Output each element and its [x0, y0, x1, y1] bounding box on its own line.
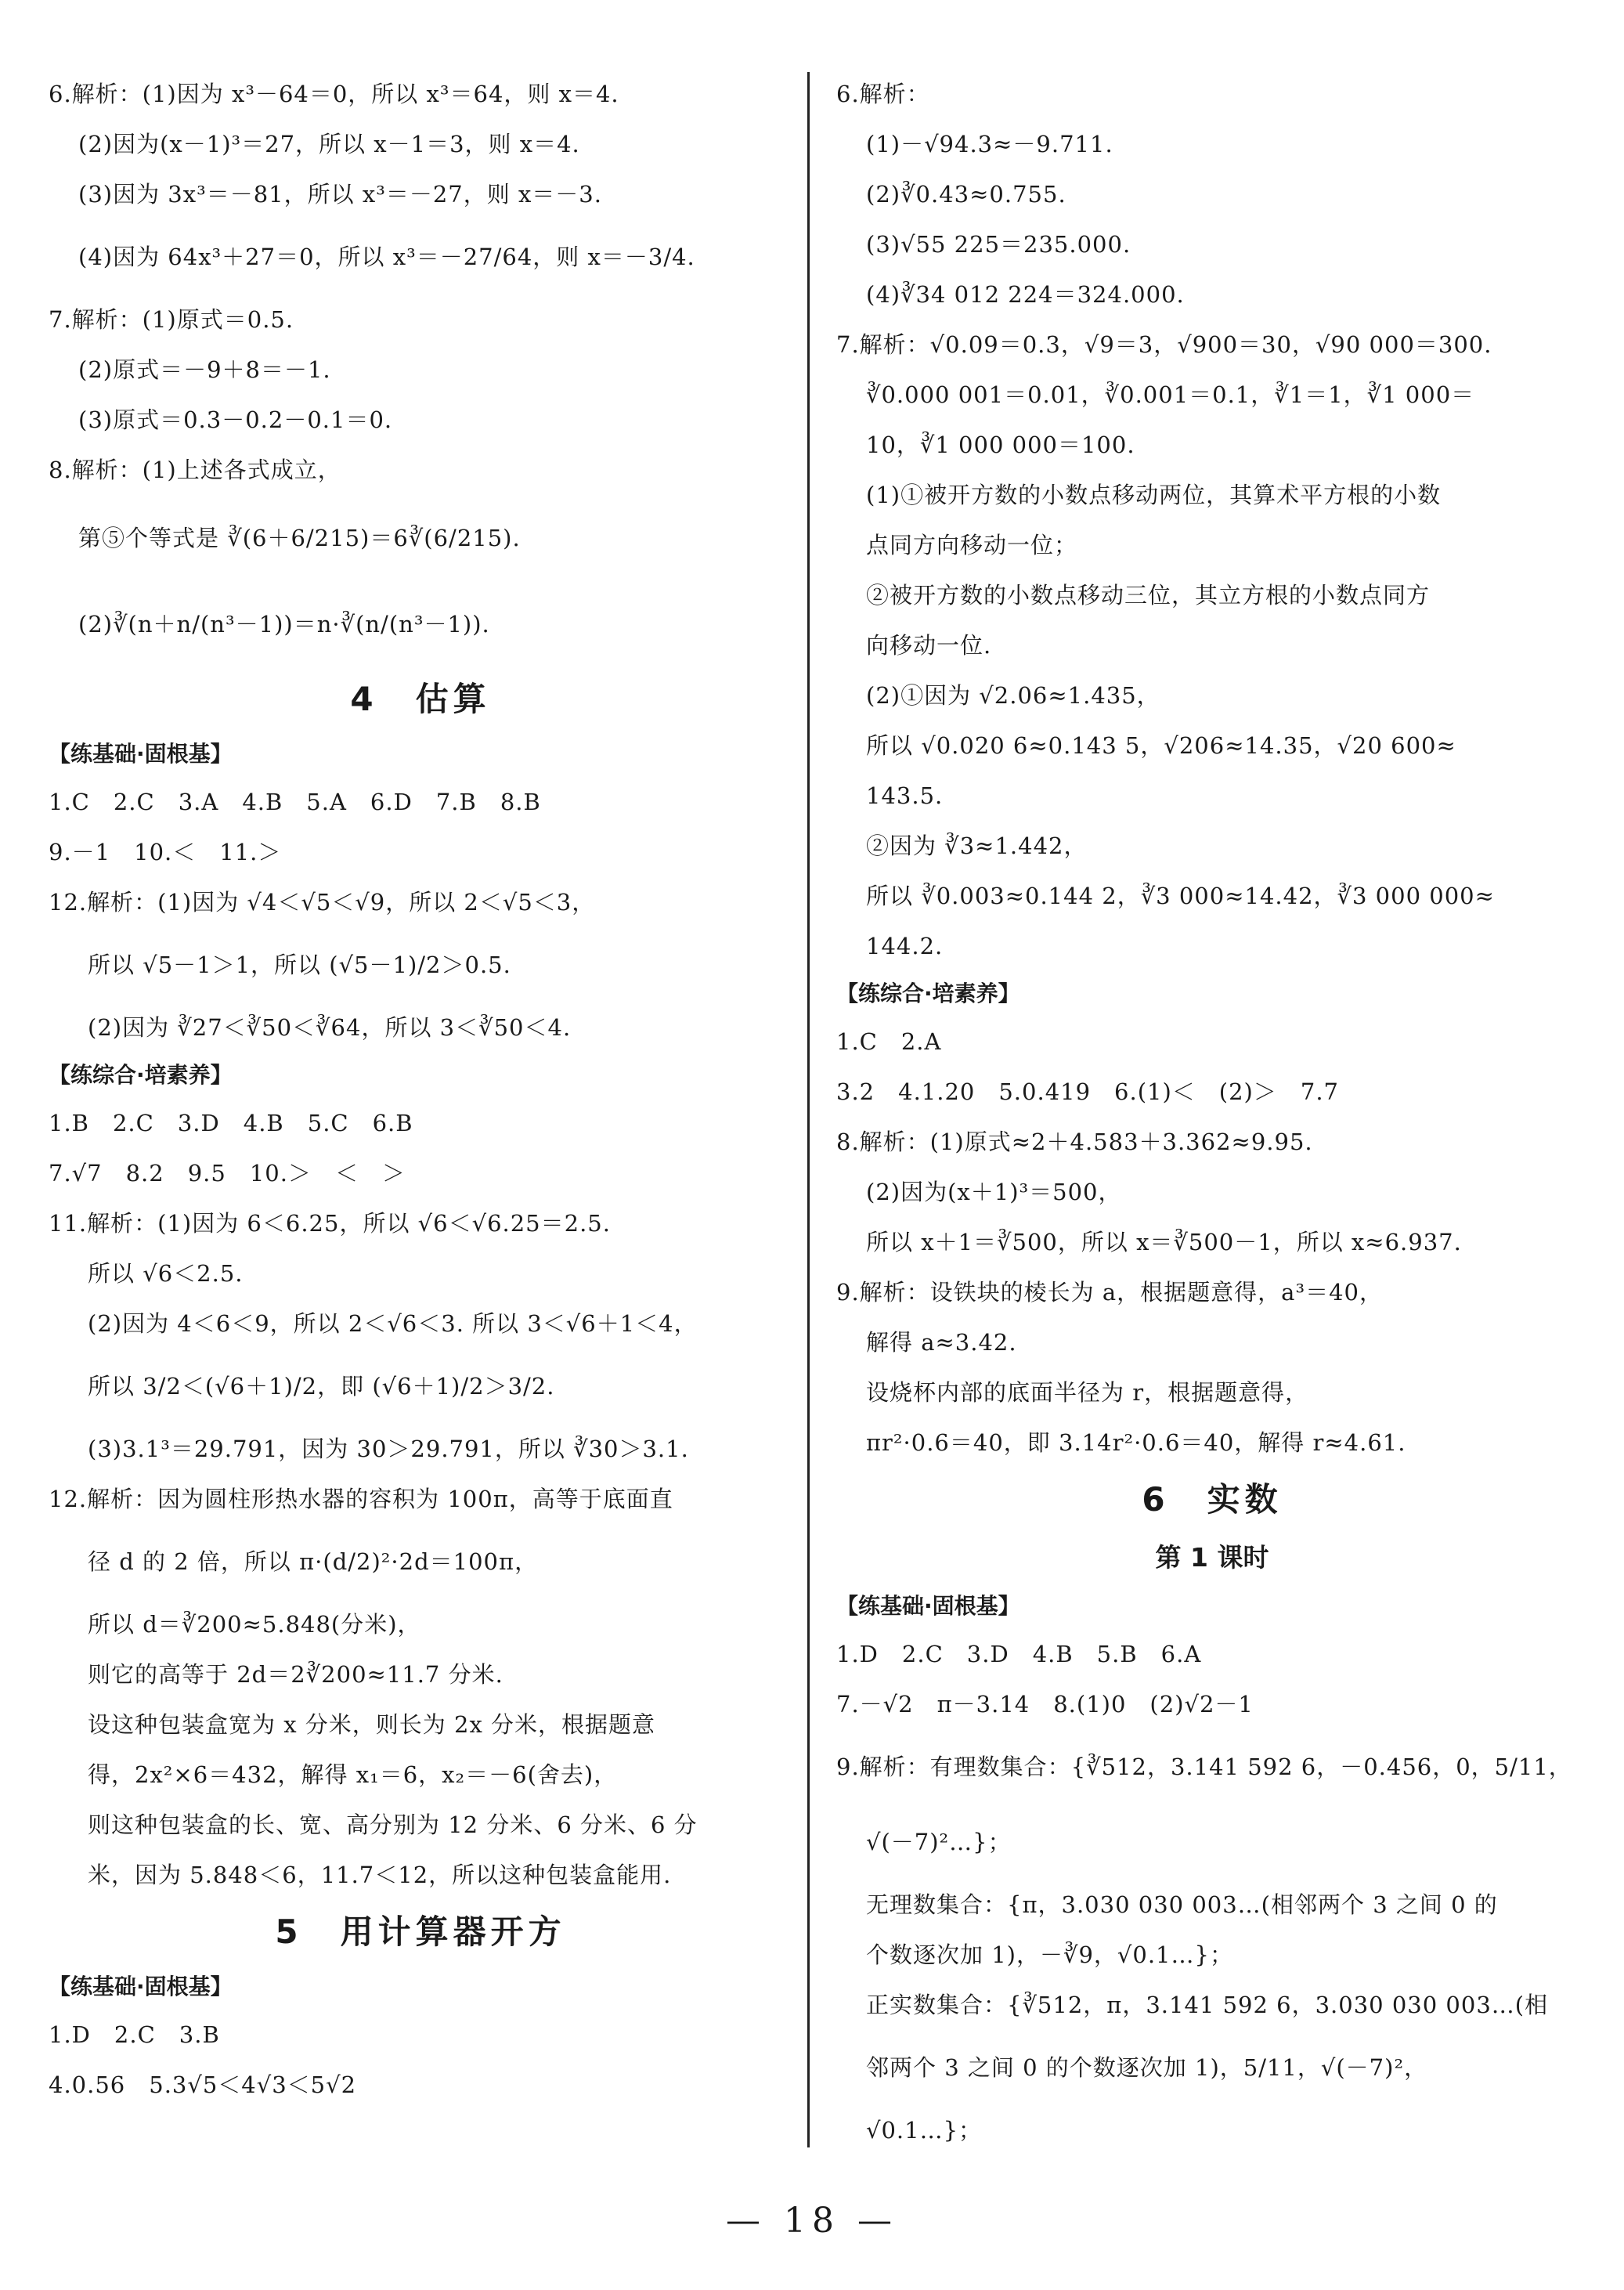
- answer-line: 12.解析：因为圆柱形热水器的容积为 100π，高等于底面直: [49, 1486, 673, 1512]
- subsection-title: 第 1 课时: [1155, 1542, 1269, 1573]
- exercise-tag: 【练基础·固根基】: [49, 1974, 233, 1999]
- answer-line: (2)①因为 √2.06≈1.435，: [866, 682, 1160, 709]
- answer-line: 1.C 2.A: [836, 1028, 942, 1055]
- answer-line: 点同方向移动一位；: [866, 532, 1078, 558]
- answer-line: 9.－1 10.＜ 11.＞: [49, 839, 282, 865]
- page-number: — 18 —: [726, 2201, 898, 2241]
- exercise-tag: 【练基础·固根基】: [836, 1593, 1020, 1619]
- answer-line: 所以 x＋1＝∛500，所以 x＝∛500－1，所以 x≈6.937.: [866, 1229, 1462, 1255]
- answer-line: 所以 √6＜2.5.: [88, 1260, 244, 1287]
- answer-line: 7.解析：√0.09＝0.3，√9＝3，√900＝30，√90 000＝300.: [836, 331, 1492, 358]
- answer-line: 则这种包装盒的长、宽、高分别为 12 分米、6 分米、6 分: [88, 1811, 698, 1838]
- answer-line: 6.解析：(1)因为 x³－64＝0，所以 x³＝64，则 x＝4.: [49, 81, 619, 107]
- section-title: 4 估算: [350, 680, 491, 718]
- answer-line: 设这种包装盒宽为 x 分米，则长为 2x 分米，根据题意: [88, 1711, 656, 1738]
- answer-line: 3.2 4.1.20 5.0.419 6.(1)＜ (2)＞ 7.7: [836, 1078, 1339, 1105]
- answer-line: 10，∛1 000 000＝100.: [866, 432, 1135, 458]
- answer-line: (2)∛0.43≈0.755.: [866, 181, 1066, 208]
- left-column: [49, 69, 792, 2110]
- answer-line: 径 d 的 2 倍，所以 π·(d/2)²·2d＝100π，: [88, 1548, 539, 1575]
- answer-line: 所以 √5－1＞1，所以 (√5－1)/2＞0.5.: [88, 952, 511, 978]
- answer-line: 得，2x²×6＝432，解得 x₁＝6，x₂＝－6(舍去)，: [88, 1761, 618, 1788]
- column-divider: [807, 72, 810, 2147]
- answer-line: √(－7)²…}；: [866, 1829, 1012, 1855]
- answer-line: 7.－√2 π－3.14 8.(1)0 (2)√2－1: [836, 1691, 1254, 1718]
- answer-line: 8.解析：(1)原式≈2＋4.583＋3.362≈9.95.: [836, 1129, 1313, 1155]
- answer-line: 所以 d＝∛200≈5.848(分米)，: [88, 1611, 421, 1638]
- answer-line: (4)因为 64x³＋27＝0，所以 x³＝－27/64，则 x＝－3/4.: [78, 244, 695, 270]
- answer-line: 144.2.: [866, 933, 944, 959]
- answer-line: (3)√55 225＝235.000.: [866, 231, 1131, 258]
- answer-line: πr²·0.6＝40，即 3.14r²·0.6＝40，解得 r≈4.61.: [866, 1429, 1406, 1456]
- answer-line: (3)3.1³＝29.791，因为 30＞29.791，所以 ∛30＞3.1.: [88, 1436, 689, 1462]
- answer-line: (4)∛34 012 224＝324.000.: [866, 281, 1185, 308]
- answer-line: 12.解析：(1)因为 √4＜√5＜√9，所以 2＜√5＜3，: [49, 889, 596, 916]
- section-title: 5 用计算器开方: [275, 1913, 566, 1951]
- answer-line: 1.C 2.C 3.A 4.B 5.A 6.D 7.B 8.B: [49, 789, 541, 815]
- answer-line: 所以 3/2＜(√6＋1)/2，即 (√6＋1)/2＞3/2.: [88, 1373, 555, 1400]
- answer-line: 向移动一位.: [866, 632, 992, 659]
- answer-line: ②被开方数的小数点移动三位，其立方根的小数点同方: [866, 582, 1431, 609]
- answer-line: 米，因为 5.848＜6，11.7＜12，所以这种包装盒能用.: [88, 1862, 672, 1888]
- answer-line: (2)∛(n＋n/(n³－1))＝n·∛(n/(n³－1)).: [78, 611, 490, 638]
- answer-line: (2)因为(x＋1)³＝500，: [866, 1179, 1122, 1205]
- answer-line: (3)因为 3x³＝－81，所以 x³＝－27，则 x＝－3.: [78, 181, 602, 208]
- answer-line: 1.D 2.C 3.D 4.B 5.B 6.A: [836, 1641, 1202, 1667]
- answer-line: 第⑤个等式是 ∛(6＋6/215)＝6∛(6/215).: [78, 525, 521, 551]
- section-title: 6 实数: [1142, 1480, 1283, 1519]
- answer-line: 邻两个 3 之间 0 的个数逐次加 1)，5/11，√(－7)²，: [866, 2054, 1428, 2081]
- answer-line: 143.5.: [866, 782, 944, 809]
- answer-line: ∛0.000 001＝0.01，∛0.001＝0.1，∛1＝1，∛1 000＝: [866, 381, 1475, 408]
- answer-line: 7.解析：(1)原式＝0.5.: [49, 306, 294, 333]
- answer-line: 正实数集合：{∛512，π，3.141 592 6，3.030 030 003…(相: [866, 1992, 1549, 2018]
- answer-line: 4.0.56 5.3√5＜4√3＜5√2: [49, 2071, 357, 2098]
- answer-line: 1.B 2.C 3.D 4.B 5.C 6.B: [49, 1110, 413, 1136]
- answer-line: 解得 a≈3.42.: [866, 1329, 1017, 1356]
- answer-line: 7.√7 8.2 9.5 10.＞ ＜ ＞: [49, 1160, 406, 1187]
- answer-line: 11.解析：(1)因为 6＜6.25，所以 √6＜√6.25＝2.5.: [49, 1210, 611, 1237]
- answer-line: 1.D 2.C 3.B: [49, 2021, 220, 2048]
- answer-line: (2)因为 ∛27＜∛50＜∛64，所以 3＜∛50＜4.: [88, 1014, 572, 1041]
- answer-line: 8.解析：(1)上述各式成立，: [49, 457, 341, 483]
- exercise-tag: 【练综合·培素养】: [836, 981, 1020, 1006]
- answer-line: 则它的高等于 2d＝2∛200≈11.7 分米.: [88, 1661, 503, 1688]
- answer-line: 所以 √0.020 6≈0.143 5，√206≈14.35，√20 600≈: [866, 732, 1456, 759]
- exercise-tag: 【练基础·固根基】: [49, 741, 233, 767]
- exercise-tag: 【练综合·培素养】: [49, 1062, 233, 1088]
- answer-line: (2)因为 4＜6＜9，所以 2＜√6＜3. 所以 3＜√6＋1＜4，: [88, 1310, 698, 1337]
- answer-line: 9.解析：有理数集合：{∛512，3.141 592 6，－0.456，0，5/11，: [836, 1754, 1572, 1780]
- answer-line: 无理数集合：{π，3.030 030 003…(相邻两个 3 之间 0 的: [866, 1891, 1498, 1918]
- answer-line: (1)－√94.3≈－9.711.: [866, 131, 1113, 157]
- answer-line: 6.解析：: [836, 81, 930, 107]
- answer-line: 个数逐次加 1)，－∛9，√0.1…}；: [866, 1941, 1233, 1968]
- answer-line: (3)原式＝0.3－0.2－0.1＝0.: [78, 406, 393, 433]
- answer-line: (2)因为(x－1)³＝27，所以 x－1＝3，则 x＝4.: [78, 131, 580, 157]
- answer-line: (1)①被开方数的小数点移动两位，其算术平方根的小数: [866, 482, 1442, 508]
- answer-line: √0.1…}；: [866, 2117, 983, 2144]
- answer-line: 设烧杯内部的底面半径为 r，根据题意得，: [866, 1379, 1309, 1406]
- answer-line: (2)原式＝－9＋8＝－1.: [78, 356, 331, 383]
- right-column: [836, 69, 1588, 2155]
- answer-line: 9.解析：设铁块的棱长为 a，根据题意得，a³＝40，: [836, 1279, 1383, 1306]
- answer-line: ②因为 ∛3≈1.442，: [866, 833, 1088, 859]
- answer-line: 所以 ∛0.003≈0.144 2，∛3 000≈14.42，∛3 000 000≈: [866, 883, 1495, 909]
